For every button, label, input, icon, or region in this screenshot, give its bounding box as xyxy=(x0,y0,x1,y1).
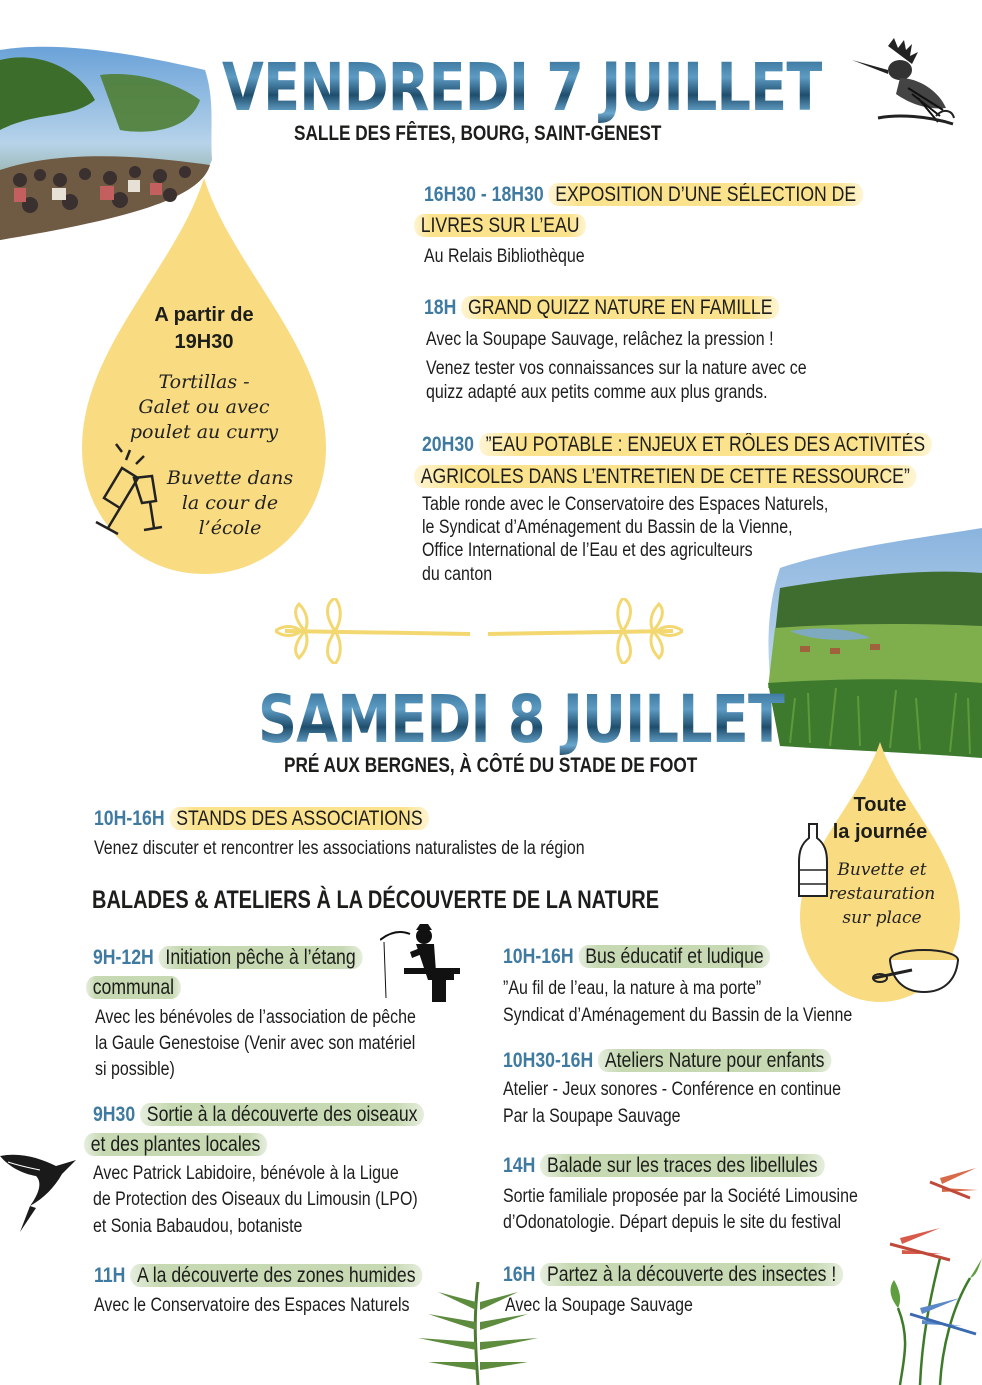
right-event-2-desc-2: Par la Soupape Sauvage xyxy=(503,1106,681,1127)
friday-event-2-title: GRAND QUIZZ NATURE EN FAMILLE xyxy=(461,296,779,319)
friday-title: VENDREDI 7 JUILLET xyxy=(222,49,823,126)
friday-event-3-time: 20H30 xyxy=(422,433,474,456)
friday-event-2-desc-2: Venez tester vos connaissances sur la nature avec ce xyxy=(426,358,807,379)
soup-bowl-illustration xyxy=(872,930,962,1005)
friday-event-2-desc-1: Avec la Soupape Sauvage, relâchez la pression ! xyxy=(426,329,774,350)
friday-drop-food xyxy=(114,370,294,445)
right-event-4-line1 xyxy=(503,1263,843,1287)
right-event-1-desc-1: ”Au fil de l’eau, la nature à ma porte” xyxy=(503,978,762,999)
friday-drop-label-1: A partir de xyxy=(154,304,254,326)
friday-event-3-line2 xyxy=(414,465,917,489)
stands-time: 10H-16H xyxy=(94,807,165,830)
left-event-1-desc-1: Avec les bénévoles de l’association de pêche xyxy=(95,1007,416,1028)
friday-event-3-desc-2: le Syndicat d’Aménagement du Bassin de la Vienne, xyxy=(422,517,793,538)
friday-event-2-desc-3: quizz adapté aux petits comme aux plus grands. xyxy=(426,382,768,403)
saturday-drop-script-2: restauration xyxy=(828,884,936,904)
saturday-drop-script xyxy=(822,858,942,930)
friday-event-1-line2 xyxy=(414,214,586,238)
right-event-2-title: Ateliers Nature pour enfants xyxy=(598,1049,831,1072)
friday-event-1-time: 16H30 - 18H30 xyxy=(424,183,544,206)
friday-location: SALLE DES FÊTES, BOURG, SAINT-GENEST xyxy=(294,122,662,145)
left-event-2-desc-1: Avec Patrick Labidoire, bénévole à la Ligue xyxy=(93,1163,399,1184)
left-event-1-desc-2: la Gaule Genestoise (Venir avec son matériel xyxy=(95,1033,416,1054)
right-event-1-time: 10H-16H xyxy=(503,945,574,968)
left-event-3-line1 xyxy=(94,1264,422,1288)
right-event-3-title: Balade sur les traces des libellules xyxy=(540,1154,824,1177)
right-event-2-line1 xyxy=(503,1049,831,1073)
left-event-1-time: 9H-12H xyxy=(93,946,154,969)
right-event-2-desc-1: Atelier - Jeux sonores - Conférence en continue xyxy=(503,1079,842,1100)
right-event-4-desc-1: Avec la Soupage Sauvage xyxy=(505,1295,693,1316)
friday-drop-time xyxy=(104,302,304,356)
friday-drop-bar-2: la cour de xyxy=(181,492,279,514)
left-event-2-title: Sortie à la découverte des oiseaux xyxy=(140,1103,424,1126)
left-event-2-time: 9H30 xyxy=(93,1103,136,1126)
left-event-1-title: Initiation pêche à l’étang xyxy=(159,946,363,969)
left-event-2-title-cont: et des plantes locales xyxy=(84,1133,267,1156)
left-event-3-title: A la découverte des zones humides xyxy=(130,1264,422,1287)
left-event-2-line2 xyxy=(84,1133,267,1157)
right-event-3-time: 14H xyxy=(503,1154,536,1177)
right-event-3-line1 xyxy=(503,1154,824,1178)
fisherman-silhouette xyxy=(380,922,460,1004)
right-event-3-desc-2: d’Odonatologie. Départ depuis le site du festival xyxy=(503,1212,842,1233)
friday-drop-bar-3: l’école xyxy=(198,517,262,539)
friday-event-3-desc-1: Table ronde avec le Conservatoire des Espaces Naturels, xyxy=(422,494,829,515)
left-event-2-desc-3: et Sonia Babaudou, botaniste xyxy=(93,1216,303,1237)
friday-drop-food-3: poulet au curry xyxy=(129,421,279,443)
left-event-1-title-cont: communal xyxy=(86,976,181,999)
friday-event-3-title: ”EAU POTABLE : ENJEUX ET RÔLES DES ACTIVITÉS xyxy=(479,433,932,456)
friday-event-1-title-cont: LIVRES SUR L’EAU xyxy=(414,214,586,237)
friday-event-3-title-cont: AGRICOLES DANS L’ENTRETIEN DE CETTE RESSOURCE” xyxy=(414,465,917,488)
section-heading-balades: BALADES & ATELIERS À LA DÉCOUVERTE DE LA NATURE xyxy=(92,886,660,914)
hoopoe-bird-illustration xyxy=(848,38,958,133)
dragonflies-illustration xyxy=(880,1158,982,1385)
swallow-bird-illustration xyxy=(0,1148,78,1234)
saturday-location: PRÉ AUX BERGNES, À CÔTÉ DU STADE DE FOOT xyxy=(284,754,698,777)
friday-event-2-time: 18H xyxy=(424,296,457,319)
saturday-drop-label-1: Toute xyxy=(853,794,907,816)
left-event-1-line1 xyxy=(93,946,362,970)
friday-drop-food-2: Galet ou avec xyxy=(138,396,270,418)
right-event-1-desc-2: Syndicat d’Aménagement du Bassin de la Vienne xyxy=(503,1005,853,1026)
branch-divider-right xyxy=(483,598,683,664)
friday-event-1-title: EXPOSITION D’UNE SÉLECTION DE xyxy=(549,183,863,206)
left-event-3-time: 11H xyxy=(94,1264,126,1287)
friday-event-3-desc-3: Office International de l’Eau et des agriculteurs xyxy=(422,540,753,561)
friday-event-3-desc-4: du canton xyxy=(422,564,493,585)
right-event-4-time: 16H xyxy=(503,1263,536,1286)
branch-divider-left xyxy=(275,598,475,664)
left-event-1-desc-3: si possible) xyxy=(95,1059,175,1080)
right-event-1-title: Bus éducatif et ludique xyxy=(579,945,771,968)
left-event-2-desc-2: de Protection des Oiseaux du Limousin (LPO) xyxy=(93,1189,418,1210)
saturday-drop-time xyxy=(820,792,940,846)
friday-event-3-line1 xyxy=(422,433,932,457)
friday-drop-food-1: Tortillas - xyxy=(158,371,250,393)
stands-title: STANDS DES ASSOCIATIONS xyxy=(170,807,430,830)
right-event-3-desc-1: Sortie familiale proposée par la Société Limousine xyxy=(503,1186,858,1207)
friday-drop-label-2: 19H30 xyxy=(174,331,234,353)
right-event-2-time: 10H30-16H xyxy=(503,1049,594,1072)
saturday-drop-script-3: sur place xyxy=(842,908,922,928)
right-event-4-title: Partez à la découverte des insectes ! xyxy=(540,1263,843,1286)
stands-line xyxy=(94,807,429,831)
friday-event-2-line1 xyxy=(424,296,779,320)
friday-event-1-desc: Au Relais Bibliothèque xyxy=(424,246,585,267)
friday-event-1-line1 xyxy=(424,183,863,207)
saturday-drop-script-1: Buvette et xyxy=(837,860,927,880)
left-event-1-line2 xyxy=(86,976,181,1000)
left-event-2-line1 xyxy=(93,1103,424,1127)
stands-desc: Venez discuter et rencontrer les associations naturalistes de la région xyxy=(94,838,585,859)
saturday-title: SAMEDI 8 JUILLET xyxy=(258,681,785,758)
friday-drop-bar xyxy=(160,466,300,541)
saturday-drop-label-2: la journée xyxy=(832,821,928,843)
friday-drop-bar-1: Buvette dans xyxy=(166,467,294,489)
right-event-1-line1 xyxy=(503,945,770,969)
left-event-3-desc-1: Avec le Conservatoire des Espaces Naturels xyxy=(94,1295,410,1316)
